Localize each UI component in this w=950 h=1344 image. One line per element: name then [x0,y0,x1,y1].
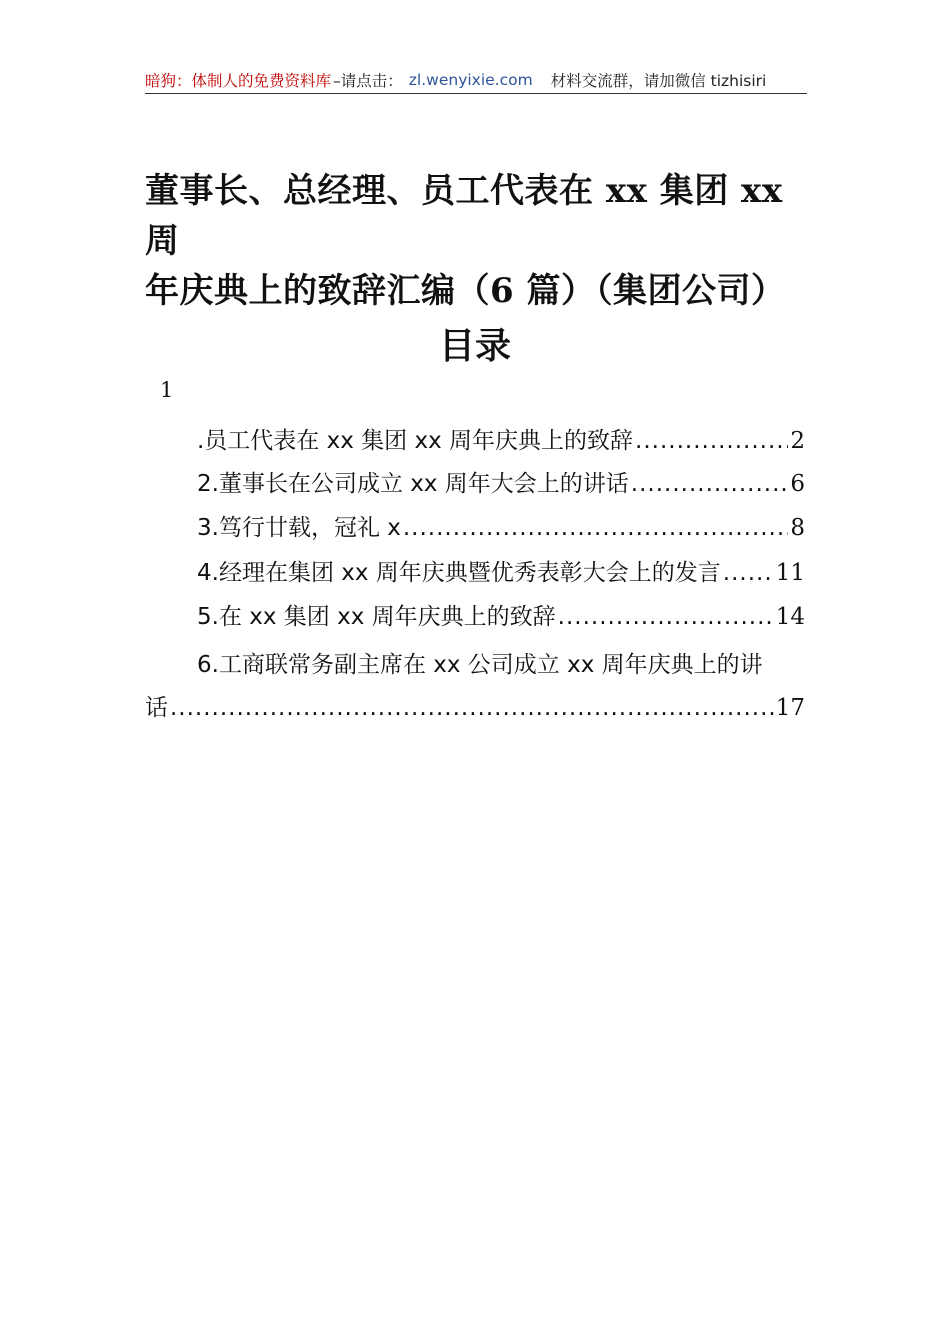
toc-leader-dots [631,471,789,497]
toc-entry[interactable] [197,509,805,541]
toc-entry-label-continued: 话 [145,695,168,721]
toc-entry-label: .员工代表在 xx 集团 xx 周年庆典上的致辞 [197,428,634,454]
toc-entry[interactable] [197,422,805,454]
document-title [145,166,810,316]
toc-entry-page: 8 [790,515,805,541]
toc-entry-page: 2 [790,428,805,454]
toc-stray-number: 1 [160,378,174,402]
toc-entry-label: 4.经理在集团 xx 周年庆典暨优秀表彰大会上的发言 [197,560,721,586]
toc-leader-dots [723,560,774,586]
toc-entry[interactable] [197,465,805,497]
header-separator: –请点击： [333,72,403,90]
toc-entry-page: 11 [775,560,805,586]
document-title-line-2: 年庆典上的致辞汇编（6 篇）（集团公司） [145,271,786,311]
toc-entry-label: 5.在 xx 集团 xx 周年庆典上的致辞 [197,604,556,630]
toc-entry[interactable] [197,598,805,630]
toc-leader-dots [170,695,774,721]
toc-leader-dots [635,428,788,454]
toc-entry-label[interactable]: 6.工商联常务副主席在 xx 公司成立 xx 周年庆典上的讲 [197,652,763,678]
toc-entry-page: 14 [775,604,805,630]
toc-entry-page: 6 [790,471,805,497]
header-divider [145,93,807,94]
toc-entry-page: 17 [775,695,805,721]
document-title-line-1: 董事长、总经理、员工代表在 xx 集团 xx 周 [145,171,783,261]
header-group-info: 材料交流群，请加微信 tizhisiri [550,72,767,90]
toc-heading: 目录 [438,325,511,367]
page-header [145,68,805,92]
toc-entry[interactable] [145,689,805,721]
toc-entry-label: 2.董事长在公司成立 xx 周年大会上的讲话 [197,471,629,497]
header-brand: 暗狗：体制人的免费资料库 [145,72,332,90]
toc-leader-dots [558,604,774,630]
toc-leader-dots [403,515,788,541]
toc-entry-label: 3.笃行廿载，冠礼 x [197,515,401,541]
header-link[interactable]: zl.wenyixie.com [408,71,533,89]
toc-entry[interactable] [197,554,805,586]
